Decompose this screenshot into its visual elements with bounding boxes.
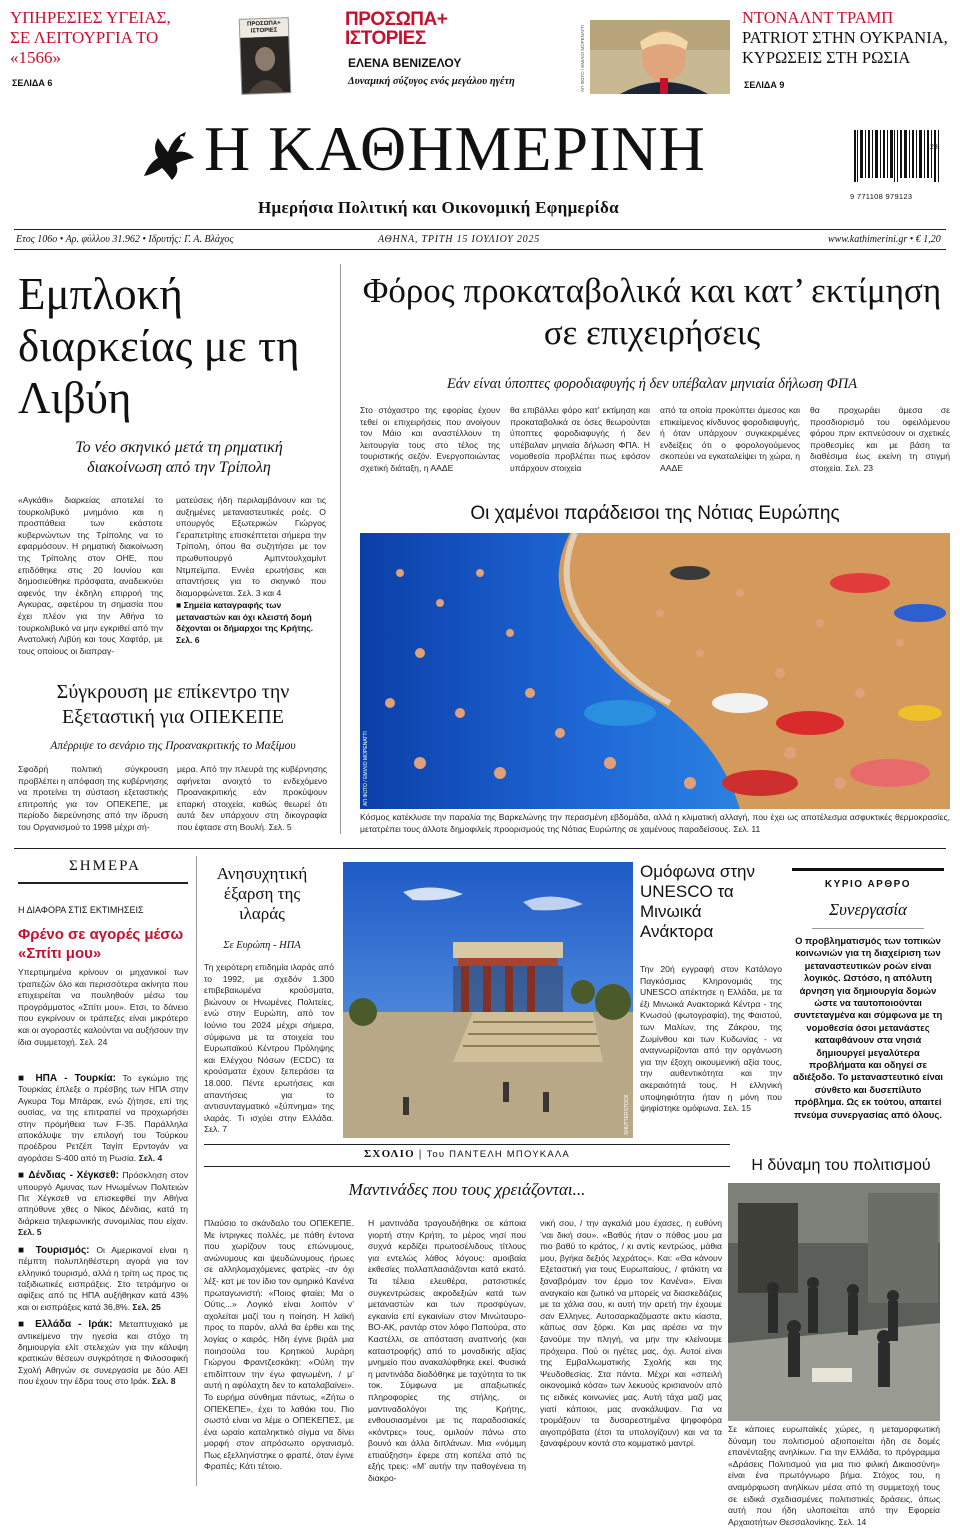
comment-col2: Η μαντινάδα τραγουδήθηκε σε κάποια γιορτή στην Κρήτη, το μέρος νησί που συχνά κερδίζει πρωτοσέλιδους τίτλους για εντελώς λάθος λόγους: αμοιβαία εκθεσίες πολλαπλασιάζονται κατά εκατό. Τα τέλεια ελευθέρα, ρατσιστικές συγκεντρώσεις ακροδεξιών κατά των μεταναστών και των προσφύγων, εγκαινία επί εγκαινίων στον Μινώταυρο-ΒΟ-ΑΚ, ραντάρ στον λόφο Παπούρα, στο Καστέλλι, σε απόσταση αναπνοής (και καταστροφής) από το μοναδικής αξίας μνημείο που ανακαλύφθηκε εκεί. Φυσικά η μαντινάδα διαδόθηκε με ταχύτητα το τικ τοκ. Σύμφωνα με απαξιωτικές πληροφορίες της στήλης, οι μαντιναδολόγοι της Κρήτης, ενθουσιασμένοι με τις παραδοσιακές «κόντρες» τους, ομιλούν πάνω στο βουνό και άλλα διπλάνων. Μια «νόμιμη επιαύξηση» έφερε στη κοπέλα από τις εξής τρεις: «Μ’ αυτήν την παθογένεια τη διακρο-	[368, 1218, 526, 1484]
brief-text: Οι Αμερικανοί είναι η πέμπτη πολυπληθέστερη αγορά για τον ελληνικό τουρισμό, αλλά η τρίτη ως προς τις ταξιδιωτικές εισπράξεις. Στο τετράμηνο οι αφίξεις από τις ΗΠΑ αυξήθηκαν κατά 43% και οι εισπράξεις κατά 36,8%.	[18, 1244, 189, 1312]
knossos-headline[interactable]: Ομόφωνα στην UNESCO τα Μινωικά Ανάκτορα	[640, 862, 755, 941]
barcode	[852, 130, 942, 190]
brief-page: Σελ. 4	[138, 1152, 163, 1163]
issue-date: ΑΘΗΝΑ, ΤΡΙΤΗ 15 ΙΟΥΛΙΟΥ 2025	[378, 234, 541, 245]
teaser-health-page: ΣΕΛΙΔΑ 6	[12, 78, 53, 88]
libya-subhead: Το νέο σκηνικό μετά τη ρηματική διακοίνωση από την Τρίπολη	[75, 439, 283, 476]
knossos-text: Την 20ή εγγραφή στον Κατάλογο Παγκόσμιας Κληρονομιάς της UNESCO απέκτησε η Ελλάδα, με τα έξι Μινωικά Ανακτορικά Κέντρα - της Κνωσού (φωτογραφία), της Φαιστού, των Μαλίων, της Ζάκρου, της Ζωμίνθου και των Κυδωνίας - να αναγνωρίζονται από την οργάνωση για την έξοχη οικουμενική αξία τους, την αυθεντικότητα και την ακεραιότητά τους. Η ελληνική υποψηφιότητα ήταν η μόνη που ψηφίστηκε ομόφωνα. Σελ. 15	[640, 964, 782, 1114]
teaser-trump-title[interactable]	[742, 8, 957, 68]
knossos-photo	[343, 862, 633, 1138]
today-section: Η ΔΙΑΦΟΡΑ ΣΤΙΣ ΕΚΤΙΜΗΣΕΙΣ	[18, 905, 144, 915]
today-lead-title[interactable]: Φρένο σε αγορές μέσω «Σπίτι μου»	[18, 926, 184, 962]
portrait-photo	[240, 36, 290, 94]
mid-rule	[14, 848, 946, 849]
today-rule	[18, 882, 188, 884]
beach-photo	[360, 533, 950, 809]
date-rule	[14, 249, 946, 250]
comment-rule	[204, 1144, 730, 1145]
brief-tourism[interactable]	[18, 1245, 188, 1313]
measles-headline[interactable]: Ανησυχητική έξαρση της ιλαράς	[216, 864, 308, 923]
today-lead-text: Υπερτιμημένα κρίνουν οι μηχανικοί των τραπεζών όλο και περισσότερα ακίνητα που επιχειρείται να πουληθούν μέσω του προγράμματος «Σπίτι μου». Ετσι, το δάνειο που εγκρίνουν οι τράπεζες είναι μικρότερο και οι αγοραστές καλούνται να αυξήσουν την ίδια συμμετοχή. Σελ. 24	[18, 967, 188, 1047]
barcode-number: 9 771108 979123	[850, 192, 913, 201]
teaser-health-title[interactable]: ΥΠΗΡΕΣΙΕΣ ΥΓΕΙΑΣ, ΣΕ ΛΕΙΤΟΥΡΓΙΑ ΤΟ «1566»	[10, 8, 171, 67]
brief-greece-iraq[interactable]	[18, 1319, 188, 1387]
comment-rule-2	[204, 1166, 730, 1167]
barcode-issue: 28	[930, 144, 938, 151]
masthead-tagline: Ημερήσια Πολιτική και Οικονομική Εφημερίδα	[258, 198, 619, 217]
issue-info: Ετος 106ο • Αρ. φύλλου 31.962 • Ιδρυτής: Γ. Α. Βλάχος	[16, 234, 234, 245]
sidebar-divider	[196, 856, 197, 1486]
culture-text: Σε κάποιες ευρωπαϊκές χώρες, η μεταμορφωτική δύναμη του πολιτισμού αξιοποιείται ήδη σε δομές επανένταξης ανηλίκων. Για την Ελλάδα, το πρόγραμμα «Δράσεις Πολιτισμού για μια πιο φιλική Δικαιοσύνη» είναι ένα πρωτόγνωρο βήμα. Στόχος του, η αναμόρφωση ανηλίκων μέσα από τη συμμετοχή τους σε ειδικά σχεδιασμένες πολιτιστικές δράσεις, όπως αυτή που ήδη υλοποιείται από την Εφορεία Αρχαιοτήτων Θεσσαλονίκης. Σελ. 14	[728, 1424, 940, 1527]
teaser-trump-text: PATRIOT ΣΤΗΝ ΟΥΚΡΑΝΙΑ, ΚΥΡΩΣΕΙΣ ΣΤΗ ΡΩΣΙΑ	[742, 28, 948, 67]
teaser-profiles-note: Δυναμική σύζυγος ενός μεγάλου ηγέτη	[348, 76, 515, 87]
beach-photo-credit: ΑΠ ΦΩΤΟ / ΕΜΙΛΙΟ ΜΟΡΕΝΑΤΤΙ	[363, 731, 369, 806]
opekepe-subhead: Απέρριψε το σενάριο της Προανακριτικής το Μαξίμου	[50, 740, 296, 752]
libya-headline[interactable]: Εμπλοκή διαρκείας με τη Λιβύη	[18, 269, 300, 423]
trump-photo-credit: ΑΠ ΦΩΤΟ / ΕΜΙΛΙΟ ΜΟΡΕΝΑΤΤΙ	[580, 24, 585, 92]
tax-subhead: Εάν είναι ύποπτες φοροδιαφυγής ή δεν υπέβαλαν μηνιαία δήλωση ΦΠΑ	[446, 376, 858, 392]
brief-title: ■ Δένδιας - Χέγκσεθ:	[18, 1170, 119, 1182]
teaser-trump-kicker: ΝΤΟΝΑΛΝΤ ΤΡΑΜΠ	[742, 8, 894, 27]
comment-header	[204, 1148, 730, 1160]
teaser-trump-page: ΣΕΛΙΔΑ 9	[744, 80, 785, 90]
brief-title: ■ Τουρισμός:	[18, 1244, 90, 1256]
culture-headline[interactable]: Η δύναμη του πολιτισμού	[751, 1157, 931, 1174]
profiles-cover-label: ΠΡΟΣΩΠΑ+ ΙΣΤΟΡΙΕΣ	[246, 20, 281, 35]
brief-usa-turkey[interactable]	[18, 1073, 188, 1164]
tax-col4: θα προχωράει άμεσα σε προσδιορισμό του οφειλόμενου φόρου πριν εκπνεύσουν οι σχετικές προθεσμίες και με βάση τα διαθέσιμα έως εκείνη τη στιγμή στοιχεία. Σελ. 23	[810, 405, 950, 473]
editorial-label: ΚΥΡΙΟ ΑΡΘΡΟ	[824, 879, 912, 890]
libya-note: ■ Σημεία καταγραφής των μεταναστών και όχι κλειστή δομή δέχονται οι δήμαρχοι της Κρήτης. Σελ. 6	[176, 600, 314, 645]
comment-separator: |	[418, 1148, 423, 1160]
teaser-profiles-title[interactable]: ΠΡΟΣΩΠΑ+ ΙΣΤΟΡΙΕΣ	[345, 9, 448, 49]
knossos-photo-credit: SHUTTERSTOCK	[624, 1094, 630, 1135]
site-and-price[interactable]: www.kathimerini.gr • € 1,20	[828, 234, 941, 245]
comment-author: Του ΠΑΝΤΕΛΗ ΜΠΟΥΚΑΛΑ	[426, 1149, 570, 1160]
tax-col1: Στο στόχαστρο της εφορίας έχουν τεθεί οι επιχειρήσεις που ανοίγουν τον Μάιο και αναστέλλουν τη λειτουργία τους στο τέλος της τουριστικής σεζόν. Ενεργοποιώντας σχετική διάταξη, η ΑΑΔΕ	[360, 405, 500, 473]
editorial-text: Ο προβληματισμός των τοπικών κοινωνιών για τη διαχείριση των μεταναστευτικών ροών είναι λογικός. Ωστόσο, η απόλυτη άρνηση για δημιουργία δομών ώστε να ταυτοποιούνται συντεταγμένα και σύμφωνα με τη νομοθεσία όσοι μετανάστες καταφθάνουν στα νησιά δημιουργεί μεγαλύτερα προβλήματα και οδηγεί σε αδιέξοδο. Το μεταναστευτικό είναι σύνθετο και δυσεπίλυτο πρόβλημα. Ως εκ τούτου, απαιτεί πνεύμα συνεργασίας από όλους.	[792, 935, 944, 1120]
today-briefs	[18, 1073, 188, 1473]
brief-text: Πρόσκληση στον υπουργό Αμυνας των Ηνωμένων Πολιτειών Πιτ Χέγκσεθ να επισκεφθεί την Αθήνα απηύθυνε χθες ο Νίκος Δένδιας, κατά τη διάρκεια τηλεφωνικής συνομιλίας που είχαν.	[18, 1170, 188, 1226]
beach-caption: Κόσμος κατέκλυσε την παραλία της Βαρκελώνης την περασμένη εβδομάδα, αλλά η κλιματική αλλαγή, που έχει ως αποτέλεσμα ασφυκτικές θερμοκρασίες, μετατρέπει τους άλλοτε δημοφιλείς προορισμούς της Νότιας Ευρώπης σε χαμένους παραδείσους. Σελ. 11	[360, 812, 950, 834]
col-divider-top	[340, 264, 341, 834]
opekepe-headline[interactable]: Σύγκρουση με επίκεντρο την Εξεταστική για ΟΠΕΚΕΠΕ	[56, 681, 290, 728]
griffin-logo-icon	[136, 122, 200, 186]
brief-page: Σελ. 8	[152, 1376, 176, 1387]
comment-headline[interactable]: Μαντινάδες που τους χρειάζονται...	[348, 1180, 586, 1199]
brief-title: ■ ΗΠΑ - Τουρκία:	[18, 1073, 116, 1084]
comment-label: ΣΧΟΛΙΟ	[364, 1148, 415, 1160]
editorial-title[interactable]: Συνεργασία	[829, 900, 907, 919]
measles-subhead: Σε Ευρώπη - ΗΠΑ	[223, 940, 301, 951]
libya-col2-text: ματεύσεις ήδη περιλαμβάνουν και τις αυξημένες μεταναστευτικές ροές. Ο υπουργός Εξωτερικών Γιώργος Γεραπετρίτης επισκέπτεται σήμερα την Τρίπολη, όπου θα συζητήσει με τον πρωθυπουργό Αμπντουλχαμίντ Ντμπεϊμπα. Εννέα ερωτήσεις και απαντήσεις για το σκηνικό που διαμορφώνεται. Σελ. 3 και 4	[176, 495, 326, 598]
today-label: ΣΗΜΕΡΑ	[69, 858, 141, 874]
brief-text: Το εγκώμιο της Τουρκίας έπλεξε ο πρέσβης των ΗΠΑ στην Αγκυρα Τομ Μπάρακ, ενώ ζήτησε, επί της ουσίας, να της επιτραπεί να προχωρήσει στην προμήθεια των F-35. Παράλληλα αποκάλυψε την επιλογή του Τούρκου προέδρου Ρετζέπ Ταγίπ Ερντογάν να αγοράσει S-400 από τη Ρωσία.	[18, 1073, 188, 1163]
masthead-title: Η ΚΑΘΗΜΕΡΙΝΗ	[204, 113, 706, 184]
comment-col3: νική σου, / την αγκαλιά μου έχασες, η ευθύνη ’ναι δική σου». «Βαθύς ήταν ο πόθος μου μα πιο βαθύ το κράτος, / κι αντίς κεντρώος, μάθια μου, βγήκα δεξιός λεχράτος». Και: «Θα κάνουν Εξεταστική για τους Ευρωπαίους, / φτάκιτη να ξαναβρόμαν τον έρμο τον Κανένα». Είναι αναγκαίο και ζωτικό να μπορείς να διασκεδάζεις με τα χάλια σου, κι αυτή την αρετή την έχουμε σαν Ελληνες. Αυτοσαρκαζόμαστε ακτυ κίαστα, κάπως σαν ξόρκι. Και μας αρέσει να την ξανούμε την πληγή, να μην την κλείνουμε πρόχειρα. Πού οι ηγέτες μας, όχι. Αυτοί είναι της Εμβαλλωματικής Σχολής και της Ψευδοθεσίας. Στα πάντα. Μέχρι και «σπειλή οικονομικά κόσα» των λεκυούς κρισιανούν από τις ειδικές κοινωνίες μας. Αυτή τάχα μαζί μας γιατί κάποιοι, μας ανακάλυψαν. Για να τρομάξουν τα δυσαρεστημένα ψηφοφόρα αιγοπρόβατα (έτσι τα υπολογίζουν) και να τα ξαναφέρουν κοντά στο κομματικό μαντρί.	[540, 1218, 722, 1449]
comment-col1: Πλαύσιο το σκάνδαλο του ΟΠΕΚΕΠΕ. Με ίντριγκες πολλές, με πάθη έντονα που χωρίζουν τους επώνυμους, ανώνυμους και ψευδώνυμους ήρωες σε αλληλομαχόμενες φατρίες -αν όχι λέξ- κατ με τον ίδιο τον ομηρικό Κανένα πρωταγωνιστή: «Ποιος φταίει; Μα ο Ούτις...» Λογικό είναι λοιπόν ν’ αχολείται μαζί του η ποίηση. Η λαϊκή προς το παρόν, αλλά θα έρθει και της λογίας ο καιρός. Ηδη έγινε βιράλ μια ποιησούλα του Κρητικού λυράρη Γιώργου Φραντζεσκάκη: «Ούλη την επιδίπτουν την έγω φαγωμένη, / μ’ αυτή η αφύλαχτη δεν το καταλαβαίνει». Το ευρήμα σύνθημα πάντως, «Ζήτω ο ΟΠΕΚΕΠΕ», έχει το λαθάκι του. Πιο σωστό είναι να λέμε ο ΟΠΕΚΕΠΕΣ, με ένα ωραίο καταληκτικό σίγμα να δίνει μορφή στον απρόσωπο οργανισμό. Πως εξελληνίστηκε ο φραπέ, όταν έγινε Φραπές; Κάτι τέτοιο.	[204, 1218, 354, 1472]
brief-page: Σελ. 5	[18, 1227, 42, 1238]
libya-col1-text: «Αγκάθι» διαρκείας αποτελεί το τουρκολιβυκό μνημόνιο και η προσπάθεια των εκάστοτε κυβερνώντων της Τρίπολης να το εφαρμόσουν. Η ρηματική διακοίνωση της Τρίπολης στον ΟΗΕ, που επιδόθηκε στις 20 Ιουνίου και δημοσιεύθηκε πρόσφατα, αναδεικνύει αφενός την έκδηλη επιρροή της Αγκυρας, αφετέρου τη σημασία που έχει πλέον για την Αθήνα το τουρκολιβυκό να μην εγκριθεί από την Ανατολική Λιβύη και τους Χαφτάρ, με τους οποίους οι διαπραγ-	[18, 495, 163, 656]
masthead-rule	[14, 229, 946, 230]
brief-page: Σελ. 25	[132, 1301, 161, 1312]
teaser-profiles-subtitle: ΕΛΕΝΑ ΒΕΝΙΖΕΛΟΥ	[348, 56, 462, 70]
brief-title: ■ Ελλάδα - Ιράκ:	[18, 1319, 113, 1331]
opekepe-col1: Σφοδρή πολιτική σύγκρουση προβλέπει η απόφαση της κυβέρνησης να προτείνει τη σύσταση εξεταστικής επιτροπής για τον ΟΠΕΚΕΠΕ, με περίοδο διερεύνησης από την ίδρυση του Οργανισμού το 1998 μέχρι σή-	[18, 764, 168, 832]
measles-text: Τη χειρότερη επιδημία ιλαράς από το 1992, με σχεδόν 1.300 επιβεβαιωμένα κρούσματα, βιώνουν οι Ηνωμένες Πολιτείες, ενώ στην Ευρώπη, από τον Ιούνιο του 2024 μέχρι σήμερα, σύμφωνα με τα στοιχεία του Ευρωπαϊκού Κέντρου Πρόληψης και Ελέγχου Νόσων (ECDC) τα κρούσματα έχουν ξεπεράσει τα 18.000. Πέντε ερωτήσεις και απαντήσεις για το αντισυνταγματικό «ξύπνημα» της ιλαράς. Τι ισχύει στην Ελλάδα. Σελ. 7	[204, 962, 334, 1135]
brief-text: Μεταπτυχιακό με αντικείμενο την ηγεσία και στόχο τη δημιουργία ελίτ στελεχών για την κάλυψη κρατικών θέσεων συγκρότησε η Φιλοσοφική Σχολή Αθηνών σε συνεργασία με δύο ΑΕΙ που έχουν την έδρα τους στο Ιράκ.	[18, 1319, 188, 1387]
tax-headline[interactable]: Φόρος προκαταβολικά και κατ’ εκτίμηση σε επιχειρήσεις	[362, 271, 942, 352]
editorial-box	[792, 868, 944, 1120]
culture-photo	[728, 1183, 940, 1421]
trump-photo	[590, 20, 730, 94]
paradise-headline[interactable]: Οι χαμένοι παράδεισοι της Νότιας Ευρώπης	[470, 503, 840, 524]
opekepe-col2: μερα. Από την πλευρά της κυβέρνησης αφήνεται ανοιχτό το ενδεχόμενο Προανακριτικής εάν προκύψουν επαρκή στοιχεία, καθώς θεωρεί ότι αυτά δεν υπάρχουν στη δικογραφία που έφτασε στη Βουλή. Σελ. 5	[177, 764, 327, 832]
brief-dendias-hegseth[interactable]	[18, 1170, 188, 1238]
tax-col2: θα επιβάλλει φόρο κατ’ εκτίμηση και προκαταβολικά σε όσες θεωρούνται ύποπτες φοροδιαφυγής ή δεν υπέβαλαν μηνιαία δήλωση ΦΠΑ. Η νομοθεσία προβλέπει πως εφόσον υπάρχουν στοιχεία	[510, 405, 650, 473]
profiles-magazine-cover	[239, 17, 292, 95]
libya-col1	[18, 495, 163, 656]
tax-col3: από τα οποία προκύπτει άμεσος και επικείμενος κίνδυνος φοροδιαφυγής, ή όταν υπάρχουν συγκεκριμένες ενδείξεις ότι ο φορολογούμενος σκοπεύει να εγκαταλείψει τη χώρα, η ΑΑΔΕ	[660, 405, 800, 473]
libya-col2	[176, 495, 326, 598]
